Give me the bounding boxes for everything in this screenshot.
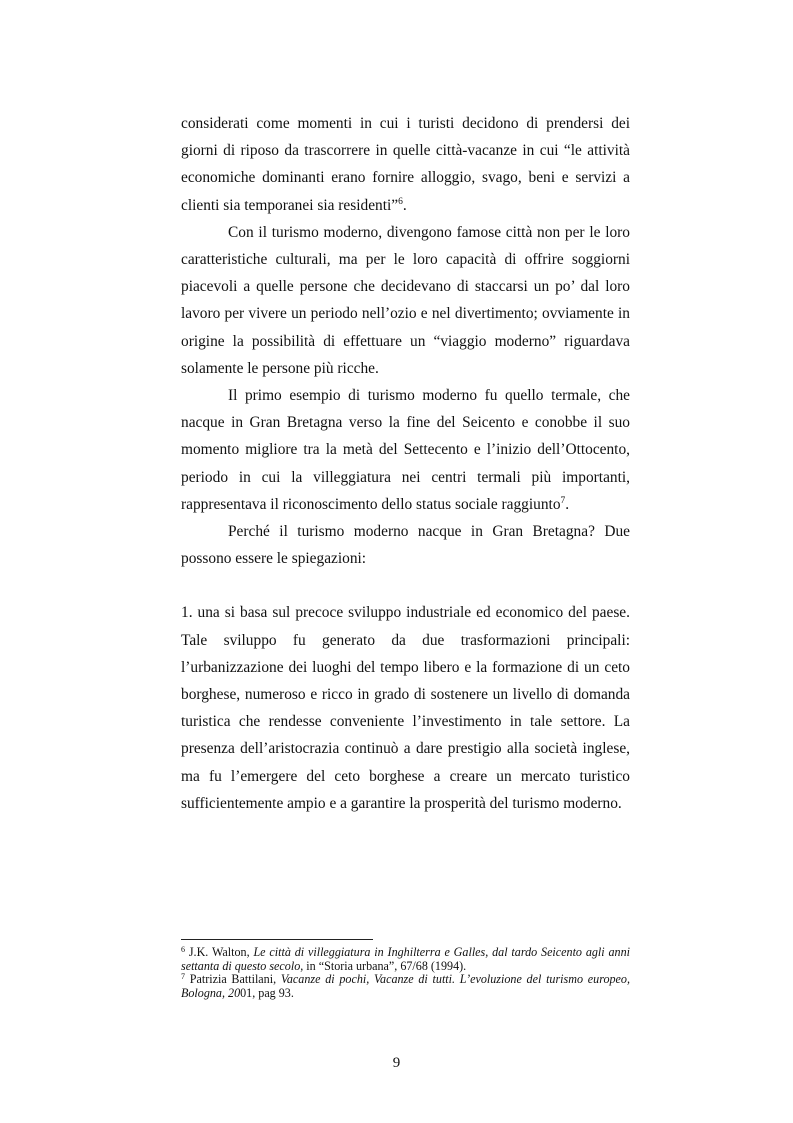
paragraph-3: Il primo esempio di turismo moderno fu quello termale, che nacque in Gran Bretagna verso la fine del Seicento e conobbe il suo momento migliore tra la metà del Settecento e l’inizio dell’Ottocento, periodo in cui la villeggiatura nei centri termali più importanti, rappresentava il riconoscimento dello status sociale raggiunto$^7$. [181,387,630,513]
footnote-ref-6: 6 [398,196,403,207]
footnotes [181,946,630,1000]
footnote-7: $^7$ Patrizia Battilani, Vacanze di pochi, Vacanze di tutti. L’evoluzione del turismo europeo, Bologna, 2001, pag 93. [181,972,630,1000]
body-text [181,110,630,817]
paragraph-4: Perché il turismo moderno nacque in Gran Bretagna? Due possono essere le spiegazioni: [181,523,630,568]
paragraph-1: considerati come momenti in cui i turisti decidono di prendersi dei giorni di riposo da trascorrere in quelle città-vacanze in cui “le attività economiche dominanti erano fornire alloggio, svago, beni e servizi a clienti sia temporanei sia residenti”$^6$. [181,115,630,214]
paragraph-gap [181,572,630,599]
footnote-divider [181,939,373,940]
list-item-1: 1. una si basa sul precoce sviluppo industriale ed economico del paese. Tale sviluppo fu generato da due trasformazioni principali: l’urbanizzazione dei luoghi del tempo libero e la formazione di un ceto borghese, numeroso e ricco in grado di sostenere un livello di domanda turistica che rendesse conveniente l’investimento in tale settore. La presenza dell’aristocrazia continuò a dare prestigio alla società inglese, ma fu l’emergere del ceto borghese a creare un mercato turistico sufficientemente ampio e a garantire la prosperità del turismo moderno. [181,604,630,812]
paragraph-2: Con il turismo moderno, divengono famose città non per le loro caratteristiche culturali, ma per le loro capacità di offrire soggiorni piacevoli a quelle persone che decidevano di staccarsi un po’ dal loro lavoro per vivere un periodo nell’ozio e nel divertimento; ovviamente in origine la possibilità di effettuare un “viaggio moderno” riguardava solamente le persone più ricche. [181,223,630,377]
footnote-6: $^6$ J.K. Walton, Le città di villeggiatura in Inghilterra e Galles, dal tardo Seicento agli anni settanta di questo secolo, in “Storia urbana”, 67/68 (1994). [181,945,630,973]
page-number: 9 [392,1055,401,1071]
footnote-ref-7: 7 [560,495,566,506]
